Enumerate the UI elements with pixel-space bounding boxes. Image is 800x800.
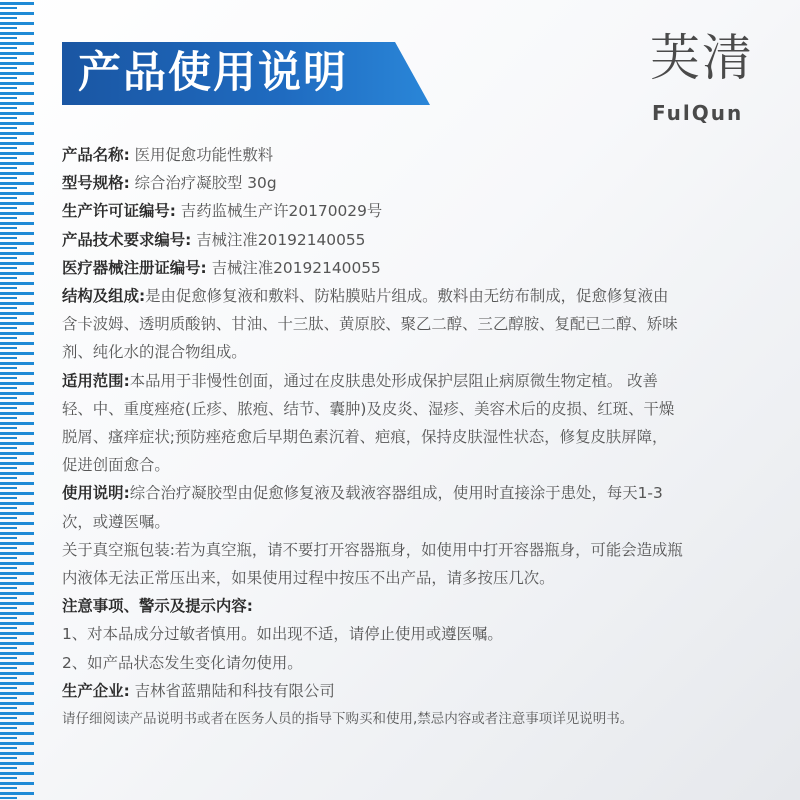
field-manufacturer: 生产企业: 吉林省蓝鼎陆和科技有限公司: [62, 681, 335, 700]
instruction-body: [62, 141, 792, 733]
section-label: 结构及组成:: [62, 287, 146, 306]
field-production-license: 生产许可证编号: 吉药监械生产许20170029号: [62, 202, 383, 221]
section-structure: 结构及组成:是由促愈修复液和敷料、防粘膜贴片组成。敷料由无纺布制成，促愈修复液由 含卡波姆、透明质酸钠、甘油、十三肽、黄原胶、聚乙二醇、三乙醇胺、复配已二醇、矫味 剂、纯化水的混合物组成。: [62, 287, 678, 362]
section-label: 注意事项、警示及提示内容:: [62, 597, 253, 616]
brand-logo-en: FulQun: [652, 101, 744, 125]
field-product-name: 产品名称: 医用促愈功能性敷料: [62, 146, 274, 164]
section-vacuum-bottle: 关于真空瓶包装:若为真空瓶，请不要打开容器瓶身，如使用中打开容器瓶身，可能会造成瓶 内液体无法正常压出来，如果使用过程中按压不出产品，请多按压几次。: [62, 540, 683, 588]
field-tech-requirement: 产品技术要求编号: 吉械注准20192140055: [62, 230, 366, 249]
section-scope: 适用范围:本品用于非慢性创面，通过在皮肤患处形成保护层阻止病原微生物定植。 改善 轻、中、重度痤疮(丘疹、脓疱、结节、囊肿)及皮炎、湿疹、美容术后的皮损、红斑、干燥 脱屑、瘙痒症状;预防痤疮愈后早期色素沉着、疤痕，保持皮肤湿性状态，修复皮肤屏障， 促进创面愈合。: [62, 371, 675, 475]
note-item: 2、如产品状态发生变化请勿使用。: [62, 653, 303, 672]
section-usage: 使用说明:综合治疗凝胶型由促愈修复液及载液容器组成，使用时直接涂于患处，每天1-3 次，或遵医嘱。: [62, 484, 663, 531]
section-label: 适用范围:: [62, 371, 130, 390]
section-notes: [62, 592, 792, 677]
ruler-decoration: [0, 0, 34, 800]
section-label: 使用说明:: [62, 484, 130, 503]
field-model-spec: 型号规格: 综合治疗凝胶型 30g: [62, 174, 277, 193]
footer-note: 请仔细阅读产品说明书或者在医务人员的指导下购买和使用,禁忌内容或者注意事项详见说明书。: [62, 711, 634, 728]
field-registration-cert: 医疗器械注册证编号: 吉械注准20192140055: [62, 258, 381, 277]
brand-logo-cn: 芙清: [650, 29, 754, 87]
page-title: 产品使用说明: [78, 48, 348, 98]
note-item: 1、对本品成分过敏者慎用。如出现不适，请停止使用或遵医嘱。: [62, 625, 503, 644]
